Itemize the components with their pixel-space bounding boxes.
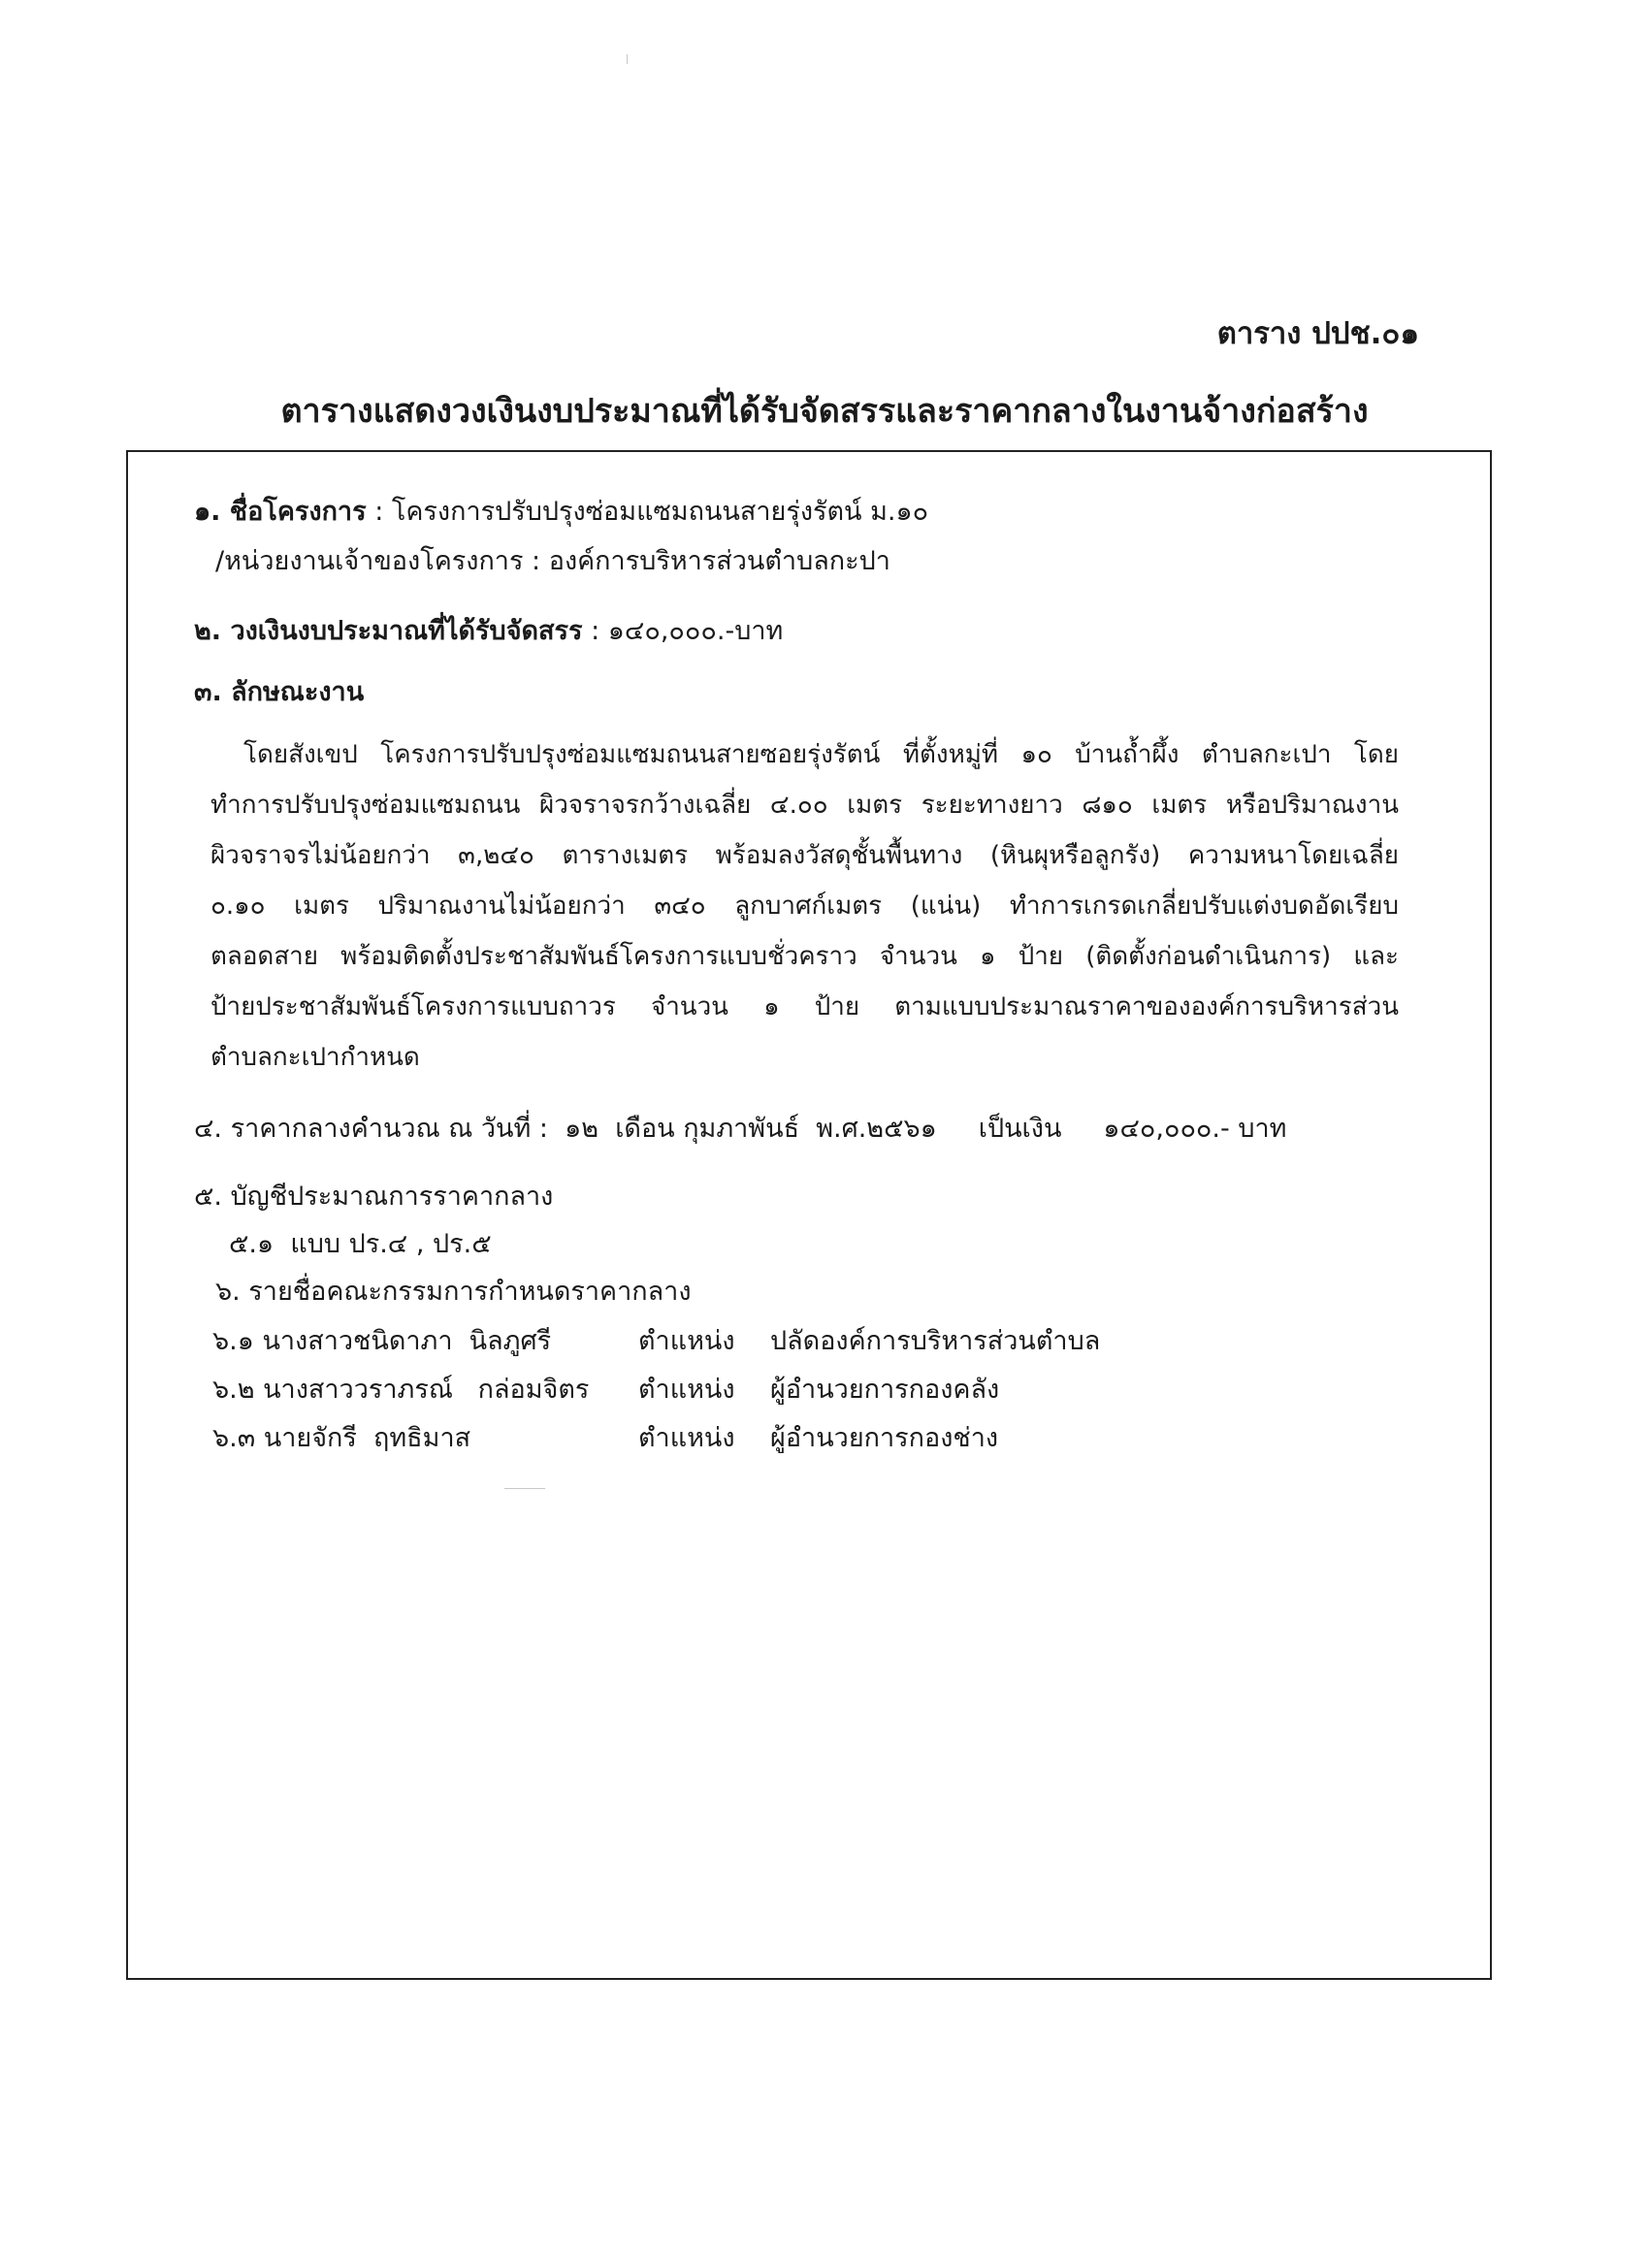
committee-member-name: ๖.๑ นางสาวชนิดาภา นิลภูศรี — [212, 1326, 552, 1356]
work-description-line: ป้ายประชาสัมพันธ์โครงการแบบถาวร จำนวน ๑ ป้าย ตามแบบประมาณราคาขององค์การบริหารส่วน — [210, 992, 1399, 1021]
committee-position: ปลัดองค์การบริหารส่วนตำบล — [770, 1326, 1101, 1356]
work-description-line: โดยสังเขป โครงการปรับปรุงซ่อมแซมถนนสายซอยรุ่งรัตน์ ที่ตั้งหมู่ที่ ๑๐ บ้านถ้ำผึ้ง ตำบลกะเปา โดย — [243, 740, 1399, 769]
work-description-line: ผิวจราจรไม่น้อยกว่า ๓,๒๔๐ ตารางเมตร พร้อมลงวัสดุชั้นพื้นทาง (หินผุหรือลูกรัง) ความหนาโดยเฉลี่ย — [210, 841, 1399, 870]
budget-label: ๒. วงเงินงบประมาณที่ได้รับจัดสรร — [194, 616, 583, 646]
form-reference: ตาราง ปปช.๐๑ — [1216, 316, 1419, 351]
document-title: ตารางแสดงวงเงินงบประมาณที่ได้รับจัดสรรและราคากลางในงานจ้างก่อสร้าง — [280, 392, 1369, 431]
committee-heading: ๖. รายชื่อคณะกรรมการกำหนดราคากลาง — [215, 1277, 692, 1307]
work-description-line: ตำบลกะเปากำหนด — [210, 1043, 420, 1072]
project-name-label: ๑. ชื่อโครงการ — [194, 497, 367, 527]
price-estimate-heading: ๕. บัญชีประมาณการราคากลาง — [194, 1182, 554, 1212]
committee-position: ผู้อำนวยการกองช่าง — [770, 1423, 999, 1453]
work-description-heading: ๓. ลักษณะงาน — [194, 677, 365, 707]
median-price-line: ๔. ราคากลางคำนวณ ณ วันที่ : ๑๒ เดือน กุมภาพันธ์ พ.ศ.๒๕๖๑ เป็นเงิน ๑๔๐,๐๐๐.- บาท — [194, 1114, 1287, 1144]
project-name-line — [194, 493, 928, 532]
budget-line — [194, 612, 783, 651]
project-name-value: : โครงการปรับปรุงซ่อมแซมถนนสายรุ่งรัตน์ ม.๑๐ — [366, 497, 929, 527]
committee-position-label: ตำแหน่ง — [638, 1423, 735, 1453]
budget-value: : ๑๔๐,๐๐๐.-บาท — [582, 616, 784, 646]
scan-mark — [627, 54, 628, 64]
committee-member-name: ๖.๒ นางสาววราภรณ์ กล่อมจิตร — [212, 1375, 590, 1405]
work-description-line: ตลอดสาย พร้อมติดตั้งประชาสัมพันธ์โครงการแบบชั่วคราว จำนวน ๑ ป้าย (ติดตั้งก่อนดำเนินการ) และ — [210, 942, 1399, 971]
work-description-paragraph — [210, 729, 1399, 1083]
project-agency-line: /หน่วยงานเจ้าของโครงการ : องค์การบริหารส่วนตำบลกะปา — [215, 546, 890, 576]
committee-position-label: ตำแหน่ง — [638, 1326, 735, 1356]
committee-position: ผู้อำนวยการกองคลัง — [770, 1375, 1000, 1405]
work-description-line: ๐.๑๐ เมตร ปริมาณงานไม่น้อยกว่า ๓๔๐ ลูกบาศก์เมตร (แน่น) ทำการเกรดเกลี่ยปรับแต่งบดอัดเรียบ — [210, 891, 1399, 921]
work-description-line: ทำการปรับปรุงซ่อมแซมถนน ผิวจราจรกว้างเฉลี่ย ๔.๐๐ เมตร ระยะทางยาว ๘๑๐ เมตร หรือปริมาณงาน — [210, 791, 1399, 820]
committee-member-row — [212, 1322, 1279, 1361]
committee-member-row — [212, 1419, 1279, 1458]
committee-member-row — [212, 1371, 1279, 1409]
price-estimate-item: ๕.๑ แบบ ปร.๔ , ปร.๕ — [229, 1229, 492, 1259]
committee-member-name: ๖.๓ นายจักรี ฤทธิมาส — [212, 1423, 471, 1453]
committee-position-label: ตำแหน่ง — [638, 1375, 735, 1405]
